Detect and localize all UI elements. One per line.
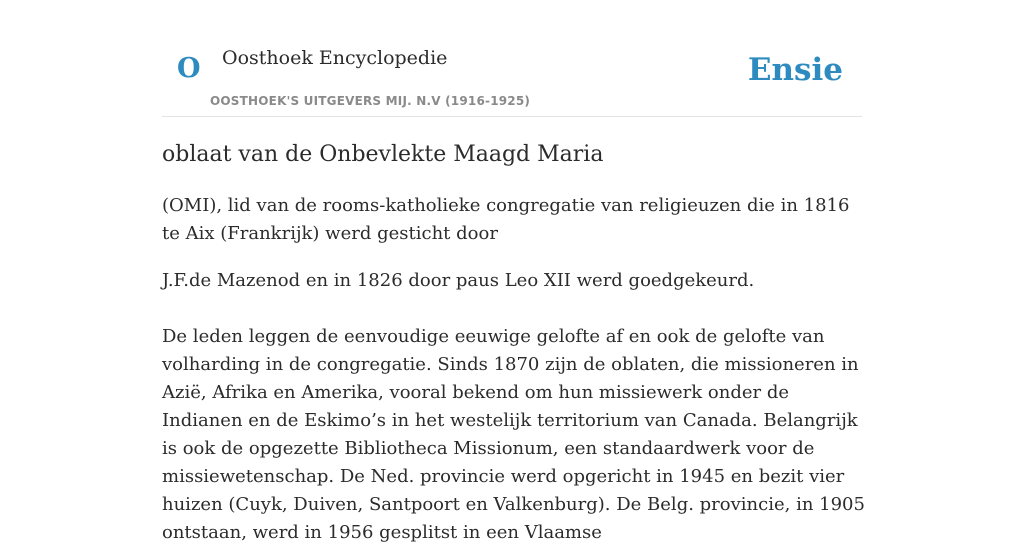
ensie-brand-link[interactable]: Ensie [747,52,843,88]
article-paragraph: De leden leggen de eenvoudige eeuwige gelofte af en ook de gelofte van volharding in de congregatie. Sinds 1870 zijn de oblaten, die missioneren in Azië, Afrika en Amerika, vooral bekend om hun missiewerk onder de Indianen en de Eskimo’s in het westelijk territorium van Canada. Belangrijk is ook de opgezette Bibliotheca Missionum, een standaardwerk voor de missiewetenschap. De Ned. provincie werd opgericht in 1945 en bezit vier huizen (Cuyk, Duiven, Santpoort en Valkenburg). De Belg. provincie, in 1905 ontstaan, werd in 1956 gesplitst in een Vlaamse [162,326,865,543]
article-title: oblaat van de Onbevlekte Maagd Maria [162,142,604,167]
site-header [162,0,862,117]
encyclopedia-logo-icon[interactable]: O [177,53,201,84]
article-paragraph: J.F.de Mazenod en in 1826 door paus Leo XII werd goedgekeurd. [162,270,755,291]
encyclopedia-name[interactable]: Oosthoek Encyclopedie [222,47,448,69]
article-paragraph: (OMI), lid van de rooms-katholieke congregatie van religieuzen die in 1816 te Aix (Frankrijk) werd gesticht door [162,195,850,244]
publisher-name: OOSTHOEK'S UITGEVERS MIJ. N.V (1916-1925) [210,94,531,108]
